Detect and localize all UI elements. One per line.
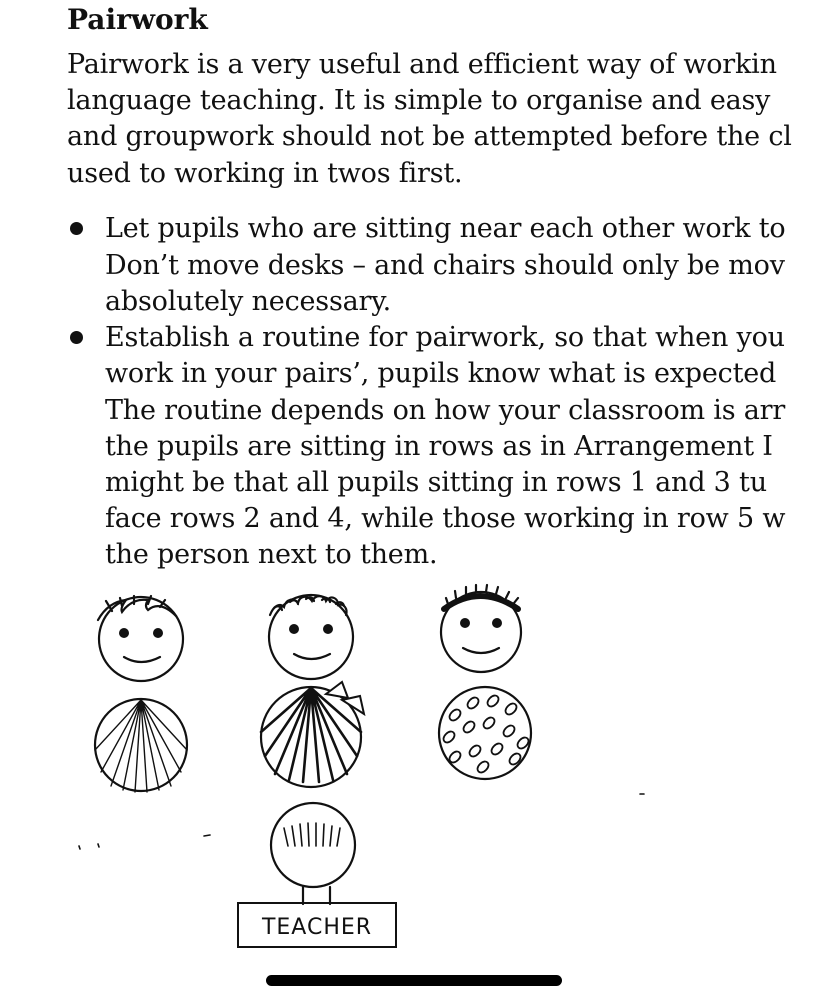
bullet-line: Establish a routine for pairwork, so that when you — [105, 322, 785, 353]
home-indicator-bar[interactable] — [266, 975, 562, 986]
bullet-line: Let pupils who are sitting near each other work to — [105, 213, 786, 244]
bullet-line: Don’t move desks – and chairs should only be mov — [105, 250, 785, 281]
paragraph-line: language teaching. It is simple to organise and easy — [67, 85, 771, 116]
pupil-back-of-head-icon — [261, 682, 364, 787]
bullet-line: face rows 2 and 4, while those working in row 5 w — [105, 503, 786, 534]
paragraph-line: Pairwork is a very useful and efficient way of workin — [67, 49, 777, 80]
bullet-dot — [70, 331, 83, 344]
bullet-line: might be that all pupils sitting in rows 1 and 3 tu — [105, 467, 767, 498]
pupil-face-icon — [269, 595, 353, 679]
paragraph-line: used to working in twos first. — [67, 158, 463, 189]
paragraph-line: and groupwork should not be attempted before the cl — [67, 121, 792, 152]
pupil-back-of-head-icon — [95, 699, 187, 792]
section-heading: Pairwork — [67, 3, 208, 36]
bullet-line: the person next to them. — [105, 539, 438, 570]
bullet-line: The routine depends on how your classroom is arr — [105, 395, 786, 426]
pupil-face-icon — [98, 596, 183, 681]
pupil-face-icon — [441, 585, 521, 672]
teacher-label: TEACHER — [261, 915, 373, 940]
bullet-dot — [70, 222, 83, 235]
pupil-back-of-head-icon — [439, 687, 531, 779]
classroom-arrangement-illustration — [0, 580, 827, 980]
bullet-line: work in your pairs’, pupils know what is expected — [105, 358, 777, 389]
bullet-line: absolutely necessary. — [105, 286, 392, 317]
bullet-line: the pupils are sitting in rows as in Arrangement I — [105, 431, 773, 462]
